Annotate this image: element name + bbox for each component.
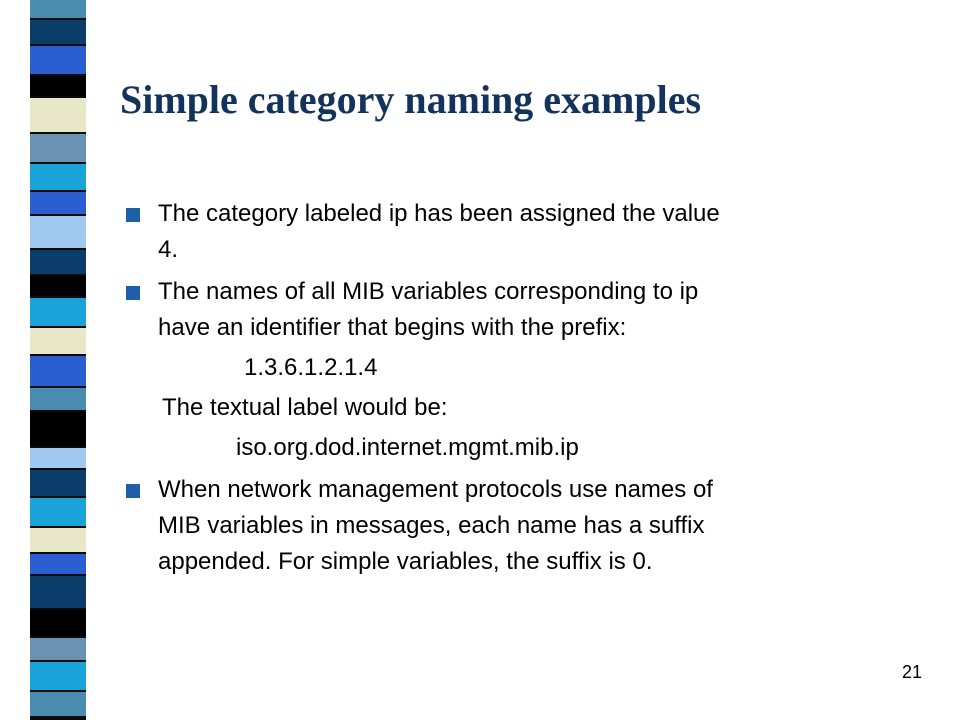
stripe-segment <box>30 192 86 216</box>
stripe-segment <box>30 662 86 692</box>
stripe-segment <box>30 250 86 276</box>
bullet-line: MIB variables in messages, each name has a suffix <box>158 512 705 539</box>
stripe-segment <box>30 298 86 328</box>
stripe-segment <box>30 356 86 388</box>
square-bullet-icon <box>126 208 140 222</box>
stripe-segment <box>30 692 86 718</box>
square-bullet-icon <box>126 484 140 498</box>
stripe-segment <box>30 134 86 164</box>
bullet-line: 4. <box>158 236 179 263</box>
stripe-segment <box>30 0 86 20</box>
stripe-segment <box>30 164 86 192</box>
stripe-segment <box>30 216 86 250</box>
bullet-line: The names of all MIB variables corresponding to ip <box>158 278 699 305</box>
oid-prefix: 1.3.6.1.2.1.4 <box>244 354 378 381</box>
bullet-item <box>126 274 926 346</box>
bullet-line: have an identifier that begins with the prefix: <box>158 314 627 341</box>
bullet-line: The category labeled ip has been assigned the value <box>158 200 720 227</box>
square-bullet-icon <box>126 286 140 300</box>
stripe-segment <box>30 448 86 470</box>
stripe-segment <box>30 554 86 576</box>
bullet-item <box>126 196 926 268</box>
stripe-segment <box>30 328 86 356</box>
stripe-segment <box>30 20 86 46</box>
bullet-line: When network management protocols use names of <box>158 476 713 503</box>
label-intro: The textual label would be: <box>162 394 448 421</box>
textual-label: iso.org.dod.internet.mgmt.mib.ip <box>236 434 579 461</box>
stripe-segment <box>30 470 86 498</box>
stripe-segment <box>30 528 86 554</box>
page-number: 21 <box>901 662 922 682</box>
stripe-segment <box>30 98 86 134</box>
stripe-segment <box>30 576 86 610</box>
slide-title: Simple category naming examples <box>120 77 702 122</box>
bullet-item <box>126 472 926 580</box>
stripe-segment <box>30 388 86 412</box>
stripe-segment <box>30 46 86 76</box>
stripe-segment <box>30 412 86 448</box>
stripe-segment <box>30 76 86 98</box>
stripe-segment <box>30 498 86 528</box>
decorative-stripe <box>30 0 86 720</box>
stripe-segment <box>30 638 86 662</box>
bullet-line: appended. For simple variables, the suffix is 0. <box>158 548 653 575</box>
slide-content <box>126 196 926 580</box>
stripe-segment <box>30 276 86 298</box>
stripe-segment <box>30 610 86 638</box>
